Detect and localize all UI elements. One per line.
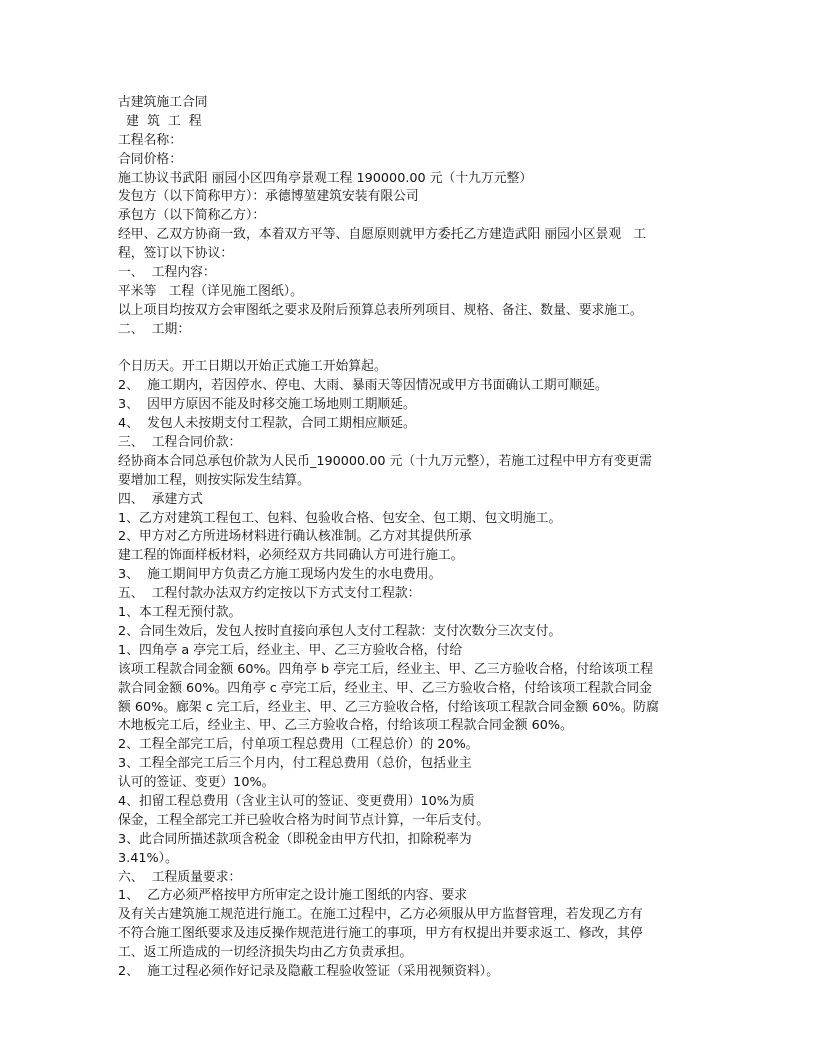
paragraph-line: 工、返工所造成的一切经济损失均由乙方负责承担。 (118, 945, 413, 961)
paragraph-line: 1、本工程无预付款。 (118, 605, 242, 621)
section-heading-2: 二、 工期： (118, 321, 191, 337)
paragraph-line: 3、 施工期间甲方负责乙方施工现场内发生的水电费用。 (118, 567, 442, 583)
paragraph-line: 以上项目均按双方会审图纸之要求及附后预算总表所列项目、规格、备注、数量、要求施工。 (118, 302, 643, 318)
paragraph-line: 该项工程款合同金额 60%。四角亭 b 亭完工后，经业主、甲、乙三方验收合格，付给该项工程 (118, 661, 654, 677)
paragraph-line: 要增加工程，则按实际发生结算。 (118, 472, 310, 488)
paragraph-line: 平米等 工程（详见施工图纸）。 (118, 283, 303, 299)
paragraph-line: 木地板完工后，经业主、甲、乙三方验收合格，付给该项工程款合同金额 60%。 (118, 718, 573, 734)
paragraph-line: 不符合施工图纸要求及违反操作规范进行施工的事项，甲方有权提出并要求返工、修改，其停 (118, 926, 643, 942)
paragraph-line: 认可的签证、变更）10%。 (118, 775, 275, 791)
party-b: 承包方（以下简称乙方）： (118, 208, 266, 224)
contract-document (118, 94, 708, 982)
paragraph-line: 2、合同生效后，发包人按时直接向承包人支付工程款：支付次数分三次支付。 (118, 623, 562, 639)
preamble-line-2: 程，签订以下协议： (118, 246, 234, 262)
section-heading-4: 四、 承建方式 (118, 491, 203, 507)
preamble-line-1: 经甲、乙双方协商一致，本着双方平等、自愿原则就甲方委托乙方建造武阳 丽园小区景观 工 (118, 227, 647, 243)
paragraph-line: 及有关古建筑施工规范进行施工。在施工过程中，乙方必须服从甲方监督管理，若发现乙方有 (118, 907, 643, 923)
paragraph-line: 保金，工程全部完工并已验收合格为时间节点计算，一年后支付。 (118, 812, 490, 828)
paragraph-line: 2、 施工期内，若因停水、停电、大雨、暴雨天等因情况或甲方书面确认工期可顺延。 (118, 378, 608, 394)
paragraph-line: 建工程的饰面样板材料，必须经双方共同确认方可进行施工。 (118, 548, 464, 564)
paragraph-line: 4、 发包人未按期支付工程款，合同工期相应顺延。 (118, 416, 416, 432)
project-name-field: 工程名称： (118, 132, 182, 148)
paragraph-line: 3、工程全部完工后三个月内，付工程总费用（总价，包括业主 (118, 756, 472, 772)
paragraph-line: 额 60%。廊架 c 完工后，经业主、甲、乙三方验收合格，付给该项工程款合同金额 60%。防腐 (118, 699, 659, 715)
paragraph-line: 经协商本合同总承包价款为人民币_190000.00 元（十九万元整），若施工过程中甲方有变更需 (118, 453, 652, 469)
paragraph-line: 3.41%）。 (118, 850, 178, 866)
paragraph-line: 2、甲方对乙方所进场材料进行确认核准制。乙方对其提供所承 (118, 529, 472, 545)
paragraph-line: 1、 乙方必须严格按甲方所审定之设计施工图纸的内容、要求 (118, 888, 467, 904)
section-heading-5: 五、 工程付款办法双方约定按以下方式支付工程款： (118, 586, 421, 602)
paragraph-line: 款合同金额 60%。四角亭 c 亭完工后，经业主、甲、乙三方验收合格，付给该项工程款合同金 (118, 680, 652, 696)
paragraph-line: 3、 因甲方原因不能及时移交施工场地则工期顺延。 (118, 397, 416, 413)
paragraph-line: 4、扣留工程总费用（含业主认可的签证、变更费用）10%为质 (118, 793, 475, 809)
paragraph-line: 个日历天。开工日期以开始正式施工开始算起。 (118, 359, 387, 375)
paragraph-line: 1、四角亭 a 亭完工后，经业主、甲、乙三方验收合格，付给 (118, 642, 463, 658)
document-title: 古建筑施工合同 (118, 95, 208, 110)
party-a: 发包方（以下简称甲方）：承德博堃建筑安装有限公司 (118, 189, 419, 205)
document-subtitle: 建 筑 工 程 (118, 113, 202, 129)
section-heading-3: 三、 工程合同价款： (118, 435, 242, 451)
paragraph-line: 1、乙方对建筑工程包工、包料、包验收合格、包安全、包工期、包文明施工。 (118, 510, 562, 526)
paragraph-line: 2、工程全部完工后，付单项工程总费用（工程总价）的 20%。 (118, 737, 479, 753)
paragraph-line: 2、 施工过程必须作好记录及隐蔽工程验收签证（采用视频资料）。 (118, 963, 499, 979)
paragraph-line: 3、此合同所描述款项含税金（即税金由甲方代扣，扣除税率为 (118, 831, 472, 847)
section-heading-6: 六、 工程质量要求： (118, 869, 242, 885)
section-heading-1: 一、 工程内容： (118, 265, 216, 281)
agreement-summary: 施工协议书武阳 丽园小区四角亭景观工程 190000.00 元（十九万元整） (118, 170, 533, 186)
contract-price-field: 合同价格： (118, 151, 182, 167)
schedule-line (118, 340, 708, 359)
